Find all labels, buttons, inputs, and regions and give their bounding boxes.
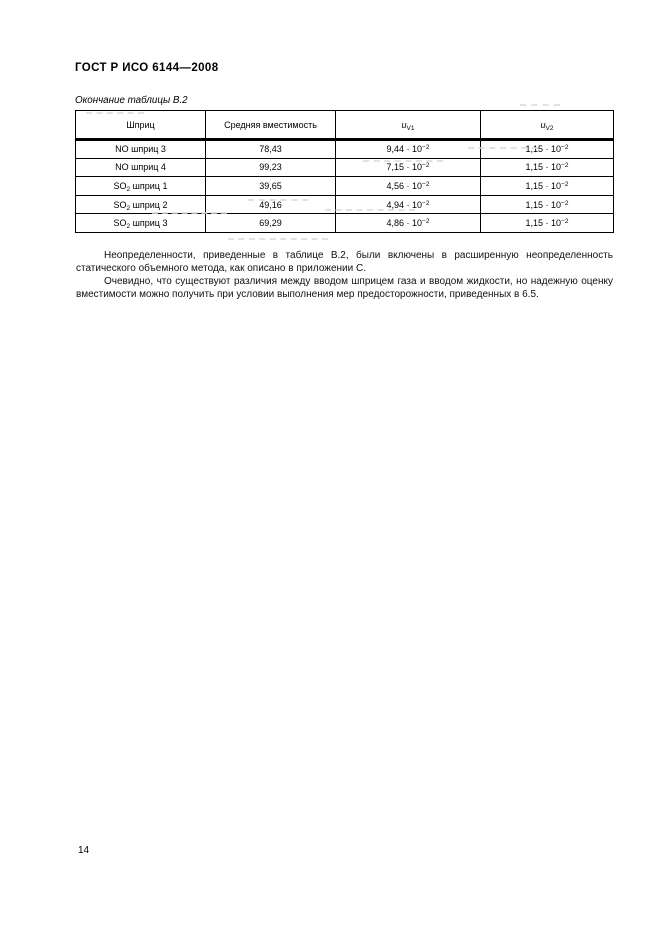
cell-volume: 49,16	[206, 195, 336, 214]
data-table	[75, 110, 614, 233]
table-row	[76, 195, 614, 214]
syringe-label: NO	[115, 144, 129, 155]
uv1-exponent: −2	[422, 199, 430, 207]
uv1-exponent: −2	[422, 218, 430, 226]
uv1-exponent: −2	[422, 162, 430, 170]
cell-volume: 78,43	[206, 140, 336, 159]
table-row	[76, 177, 614, 196]
cell-volume: 99,23	[206, 158, 336, 177]
syringe-label-suffix: шприц 4	[128, 162, 166, 173]
uv1-exponent: −2	[422, 144, 430, 152]
uv2-exponent: −2	[561, 144, 569, 152]
column-header-uv1	[336, 111, 481, 140]
syringe-label-suffix: шприц 2	[130, 199, 168, 210]
uv2-value: 1,15 · 10	[525, 199, 562, 210]
uv2-value: 1,15 · 10	[525, 218, 562, 229]
cell-uv2	[481, 214, 614, 233]
cell-uv1	[336, 195, 481, 214]
uv2-value: 1,15 · 10	[525, 180, 562, 191]
cell-uv1	[336, 158, 481, 177]
uv1-value: 4,86 · 10	[386, 218, 423, 229]
cell-syringe	[76, 214, 206, 233]
doc-standard-title: ГОСТ Р ИСО 6144—2008	[75, 62, 219, 74]
cell-syringe	[76, 140, 206, 159]
paragraph: Очевидно, что существуют различия между вводом шприцем газа и вводом жидкости, но надежную оценку вместимости можно получить при условии выполнения мер предосторожности, приведенных в 6.5.	[76, 276, 613, 300]
uv1-value: 4,56 · 10	[386, 180, 423, 191]
cell-uv2	[481, 195, 614, 214]
syringe-label-subscript: 2	[126, 204, 131, 212]
cell-uv1	[336, 214, 481, 233]
cell-uv1	[336, 177, 481, 196]
cell-volume: 69,29	[206, 214, 336, 233]
uv2-exponent: −2	[561, 162, 569, 170]
cell-uv1	[336, 140, 481, 159]
syringe-label: NO	[115, 162, 129, 173]
syringe-label-suffix: шприц 3	[128, 144, 166, 155]
table-caption: Окончание таблицы В.2	[75, 95, 188, 106]
uv1-value: 7,15 · 10	[386, 162, 423, 173]
uv2-exponent: −2	[561, 180, 569, 188]
uv1-symbol: u	[401, 119, 407, 130]
table-row	[76, 158, 614, 177]
cell-uv2	[481, 158, 614, 177]
uv2-value: 1,15 · 10	[525, 144, 562, 155]
cell-uv2	[481, 177, 614, 196]
uv2-value: 1,15 · 10	[525, 162, 562, 173]
uv1-subscript: V1	[406, 124, 415, 132]
column-header-uv2	[481, 111, 614, 140]
uv2-subscript: V2	[545, 124, 554, 132]
cell-volume: 39,65	[206, 177, 336, 196]
cell-syringe	[76, 195, 206, 214]
uv1-value: 9,44 · 10	[386, 144, 423, 155]
uv2-exponent: −2	[561, 218, 569, 226]
syringe-label: SO	[113, 218, 127, 229]
table-header-row	[76, 111, 614, 140]
scan-artifact	[520, 104, 560, 106]
syringe-label-subscript: 2	[126, 185, 131, 193]
table-row	[76, 214, 614, 233]
paragraph: Неопределенности, приведенные в таблице В.2, были включены в расширенную неопределенность статического объемного метода, как описано в приложении С.	[76, 250, 613, 274]
table-row	[76, 140, 614, 159]
column-header-volume: Средняя вместимость	[206, 111, 336, 140]
uv1-exponent: −2	[422, 180, 430, 188]
syringe-label: SO	[113, 199, 127, 210]
column-header-syringe: Шприц	[76, 111, 206, 140]
page-number: 14	[78, 845, 90, 856]
cell-syringe	[76, 177, 206, 196]
syringe-label-suffix: шприц 1	[130, 180, 168, 191]
syringe-label: SO	[113, 180, 127, 191]
scan-artifact	[228, 238, 328, 240]
uv1-value: 4,94 · 10	[386, 199, 423, 210]
syringe-label-suffix: шприц 3	[130, 218, 168, 229]
body-text-block	[76, 249, 613, 301]
syringe-label-subscript: 2	[126, 223, 131, 231]
cell-uv2	[481, 140, 614, 159]
cell-syringe	[76, 158, 206, 177]
uv2-symbol: u	[540, 119, 546, 130]
uv2-exponent: −2	[561, 199, 569, 207]
